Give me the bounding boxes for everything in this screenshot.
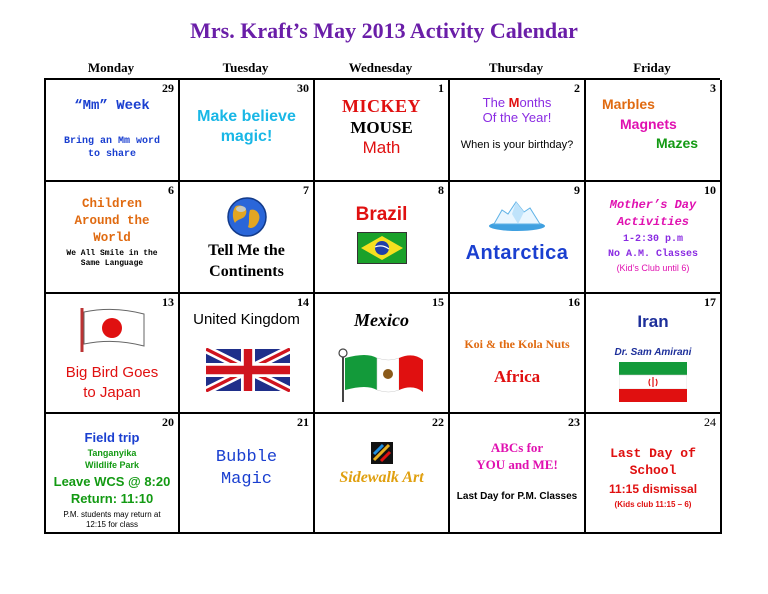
event-title: magic! [220, 128, 273, 145]
event-title: United Kingdom [193, 311, 300, 328]
event-title: Iran [637, 312, 669, 331]
day-number: 16 [568, 295, 580, 309]
day-number: 9 [574, 183, 580, 197]
event-title: Koi & the Kola Nuts [464, 337, 570, 351]
event-text: Return: 11:10 [70, 491, 154, 506]
event-title [450, 95, 584, 110]
week-row [46, 294, 720, 414]
event-title: World [93, 231, 131, 245]
event-title: Make believe [197, 108, 296, 125]
event-title-part: onths [519, 95, 552, 110]
weekday-header [44, 58, 720, 78]
event-text: Last Day for P.M. Classes [456, 491, 578, 502]
weekday-wednesday: Wednesday [348, 60, 413, 75]
event-title: School [629, 463, 677, 478]
weekday-tuesday: Tuesday [222, 60, 269, 75]
event-title: Sidewalk Art [339, 469, 424, 486]
day-cell-14 [180, 294, 315, 414]
day-number: 10 [704, 183, 716, 197]
iceberg-icon [488, 196, 546, 232]
day-number: 21 [297, 415, 309, 429]
event-title: MICKEY [342, 96, 421, 116]
day-number: 24 [704, 415, 716, 429]
event-title: MOUSE [350, 118, 413, 137]
weekday-monday: Monday [87, 60, 135, 75]
weekday-thursday: Thursday [488, 60, 544, 75]
day-cell-2 [450, 80, 586, 182]
event-title: Tell Me the [208, 242, 285, 259]
weekday-friday: Friday [633, 60, 671, 75]
event-title: Activities [616, 215, 689, 229]
day-number: 17 [704, 295, 716, 309]
week-row [46, 80, 720, 182]
mm-week-text: Bring an Mm word [63, 136, 160, 147]
event-title: to Japan [83, 384, 141, 401]
event-title: Continents [209, 263, 284, 280]
event-title: Math [362, 138, 401, 157]
day-cell-24 [586, 414, 722, 534]
day-number: 30 [297, 81, 309, 95]
event-text: Wildlife Park [85, 460, 139, 470]
event-title: Of the Year! [482, 110, 552, 125]
mm-week-heading: “Mm” Week [74, 98, 150, 114]
day-cell-30 [180, 80, 315, 182]
event-title: YOU and ME! [476, 457, 558, 472]
calendar-weeks [44, 78, 720, 534]
event-title: Mexico [354, 310, 409, 330]
event-title: Magnets [620, 116, 677, 132]
day-cell-1 [315, 80, 450, 182]
day-cell-17 [586, 294, 722, 414]
day-cell-7 [180, 182, 315, 294]
day-number: 20 [162, 415, 174, 429]
event-title: Children [81, 197, 142, 211]
event-text: (Kid’s Club until 6) [616, 263, 690, 273]
event-title: Mazes [656, 135, 699, 151]
page-title: Mrs. Kraft’s May 2013 Activity Calendar [190, 18, 578, 43]
japan-flag-icon [78, 306, 148, 354]
day-cell-6 [46, 182, 180, 294]
event-text: 11:15 dismissal [608, 482, 698, 496]
event-title: ABCs for [490, 440, 544, 455]
event-title: Bubble [215, 448, 278, 467]
event-title: Last Day of [610, 446, 696, 461]
event-title: Around the [74, 214, 150, 228]
day-cell-9 [450, 182, 586, 294]
week-row [46, 414, 720, 534]
day-cell-21 [180, 414, 315, 534]
event-title: Magic [220, 470, 272, 489]
event-text: 12:15 for class [85, 520, 139, 529]
day-cell-15 [315, 294, 450, 414]
day-number: 6 [168, 183, 174, 197]
event-title: Mother’s Day [609, 198, 697, 212]
event-text: P.M. students may return at [63, 510, 161, 519]
mm-week-text: to share [87, 149, 136, 160]
day-cell-8 [315, 182, 450, 294]
day-number: 3 [710, 81, 716, 95]
event-title: Brazil [355, 204, 408, 225]
event-title: Africa [493, 367, 541, 386]
event-title: Marbles [602, 96, 655, 112]
day-cell-29 [46, 80, 180, 182]
day-number: 23 [568, 415, 580, 429]
day-cell-23 [450, 414, 586, 534]
event-text: (Kids club 11:15 – 6) [614, 500, 692, 509]
day-cell-22 [315, 414, 450, 534]
event-text: Leave WCS @ 8:20 [53, 474, 171, 489]
day-number: 22 [432, 415, 444, 429]
day-number: 2 [574, 81, 580, 95]
event-text: Dr. Sam Amirani [614, 347, 692, 358]
calendar-grid [44, 58, 720, 534]
day-cell-13 [46, 294, 180, 414]
day-number: 15 [432, 295, 444, 309]
day-number: 7 [303, 183, 309, 197]
day-cell-10 [586, 182, 722, 294]
event-title-part: M [508, 95, 520, 110]
event-title: Field trip [84, 430, 140, 445]
globe-icon [226, 196, 268, 238]
event-text: Tanganyika [87, 448, 137, 458]
brazil-flag-icon [357, 232, 407, 264]
event-text: When is your birthday? [460, 139, 574, 151]
day-number: 14 [297, 295, 309, 309]
event-title-part: The [482, 95, 509, 110]
iran-flag-icon [619, 362, 687, 402]
event-title: Antarctica [465, 242, 569, 264]
event-text: 1-2:30 p.m [622, 234, 683, 245]
day-number: 8 [438, 183, 444, 197]
event-text: We All Smile in the [66, 249, 158, 258]
mexico-flag-icon [337, 348, 427, 402]
event-text: No A.M. Classes [607, 249, 698, 260]
event-title: Big Bird Goes [65, 364, 159, 381]
day-cell-3 [586, 80, 722, 182]
day-cell-16 [450, 294, 586, 414]
uk-flag-icon [206, 348, 290, 392]
day-cell-20 [46, 414, 180, 534]
day-number: 29 [162, 81, 174, 95]
week-row [46, 182, 720, 294]
day-number: 13 [162, 295, 174, 309]
event-text: Same Language [80, 259, 144, 268]
day-number: 1 [438, 81, 444, 95]
chalk-icon [371, 442, 393, 464]
